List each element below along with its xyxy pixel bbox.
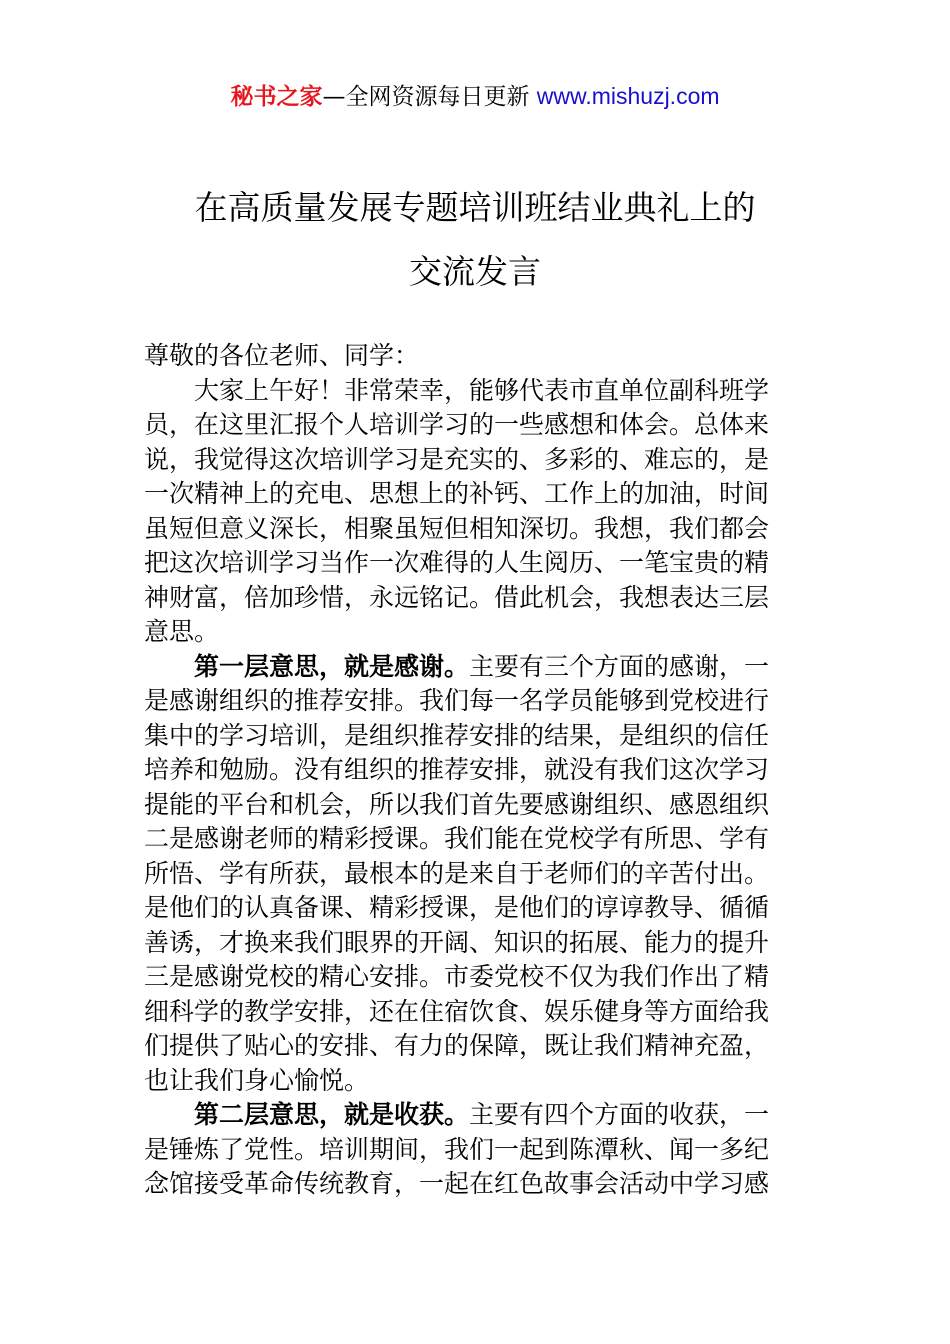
paragraph-line: 所悟、学有所获，最根本的是来自于老师们的辛苦付出。 xyxy=(144,858,770,888)
paragraph-line: 是感谢组织的推荐安排。我们每一名学员能够到党校进行 xyxy=(144,686,770,715)
brand-name: 秘书之家 xyxy=(230,84,323,110)
paragraph-line: 把这次培训学习当作一次难得的人生阅历、一笔宝贵的精 xyxy=(144,548,770,577)
document-body xyxy=(144,339,806,1202)
paragraph-line: 神财富，倍加珍惜，永远铭记。借此机会，我想表达三层 xyxy=(144,582,770,612)
paragraph-text: 主要有三个方面的感谢，一 xyxy=(469,651,770,681)
page-header xyxy=(0,80,950,113)
paragraph-line: 三是感谢党校的精心安排。市委党校不仅为我们作出了精 xyxy=(144,962,770,991)
salutation: 尊敬的各位老师、同学： xyxy=(144,341,420,370)
title-line-1: 在高质量发展专题培训班结业典礼上的 xyxy=(194,188,756,227)
section-lead-thanks: 第一层意思，就是感谢。 xyxy=(194,651,470,681)
paragraph-line: 一次精神上的充电、思想上的补钙、工作上的加油，时间 xyxy=(144,479,770,508)
header-tagline: —全网资源每日更新 xyxy=(322,84,530,110)
paragraph-line: 培养和勉励。没有组织的推荐安排，就没有我们这次学习 xyxy=(144,755,770,784)
paragraph-line xyxy=(144,650,806,685)
site-url-link[interactable]: www.mishuzj.com xyxy=(536,83,720,109)
paragraph-line: 员，在这里汇报个人培训学习的一些感想和体会。总体来 xyxy=(144,410,770,439)
paragraph-line: 说，我觉得这次培训学习是充实的、多彩的、难忘的，是 xyxy=(144,444,770,474)
paragraph-line: 细科学的教学安排，还在住宿饮食、娱乐健身等方面给我 xyxy=(144,996,770,1026)
paragraph-text: 主要有四个方面的收获，一 xyxy=(469,1100,770,1129)
title-line-2: 交流发言 xyxy=(409,252,541,291)
paragraph-line: 念馆接受革命传统教育，一起在红色故事会活动中学习感 xyxy=(144,1169,770,1198)
paragraph-line: 们提供了贴心的安排、有力的保障，既让我们精神充盈， xyxy=(144,1031,770,1060)
document-title xyxy=(0,176,950,304)
paragraph-line xyxy=(144,1098,806,1133)
paragraph-line: 是他们的认真备课、精彩授课，是他们的谆谆教导、循循 xyxy=(144,893,770,922)
section-lead-gains: 第二层意思，就是收获。 xyxy=(194,1100,470,1129)
paragraph-line: 提能的平台和机会，所以我们首先要感谢组织、感恩组织 xyxy=(144,789,770,819)
paragraph-line: 也让我们身心愉悦。 xyxy=(144,1065,370,1095)
paragraph-line: 是锤炼了党性。培训期间，我们一起到陈潭秋、闻一多纪 xyxy=(144,1134,770,1164)
paragraph-line: 虽短但意义深长，相聚虽短但相知深切。我想，我们都会 xyxy=(144,513,770,543)
paragraph-line: 善诱，才换来我们眼界的开阔、知识的拓展、能力的提升 xyxy=(144,927,770,957)
paragraph-line: 大家上午好！非常荣幸，能够代表市直单位副科班学 xyxy=(194,375,770,405)
paragraph-line: 二是感谢老师的精彩授课。我们能在党校学有所思、学有 xyxy=(144,824,770,853)
paragraph-line: 意思。 xyxy=(144,617,220,646)
paragraph-line: 集中的学习培训，是组织推荐安排的结果，是组织的信任 xyxy=(144,720,770,750)
